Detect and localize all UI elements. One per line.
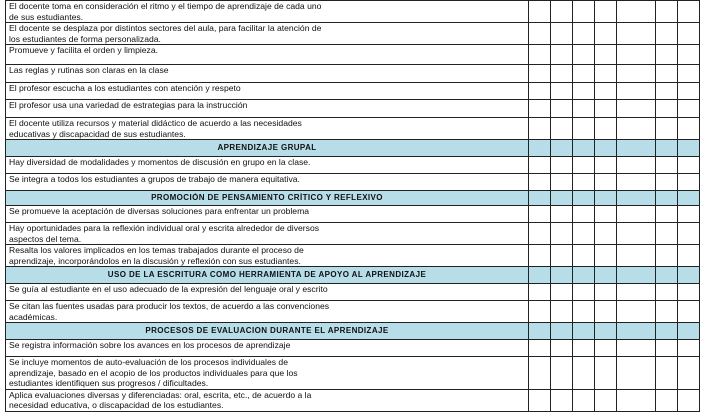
text-line: de sus estudiantes. (9, 11, 84, 22)
rating-cell[interactable] (529, 301, 551, 323)
rating-cell[interactable] (529, 284, 551, 301)
rating-cell[interactable] (678, 301, 700, 323)
text-line: Hay diversidad de modalidades y momentos de discusión en grupo en la clase. (9, 157, 311, 167)
criterion-text (6, 100, 529, 118)
rating-cell[interactable] (551, 223, 573, 245)
criterion-row (6, 340, 700, 357)
rating-cell[interactable] (617, 223, 656, 245)
criterion-row (6, 389, 700, 411)
rating-cell[interactable] (573, 340, 595, 357)
rating-cell[interactable] (529, 206, 551, 223)
rating-cell (573, 191, 595, 206)
rating-cell[interactable] (595, 100, 617, 118)
criterion-row (6, 301, 700, 323)
rating-cell (573, 140, 595, 157)
criterion-row (6, 284, 700, 301)
criterion-row (6, 157, 700, 174)
rating-cell (551, 140, 573, 157)
criterion-text (6, 118, 529, 140)
rating-cell (551, 267, 573, 284)
text-line: El docente toma en consideración el ritmo y el tiempo de aprendizaje de cada uno (9, 1, 322, 11)
rating-cell[interactable] (617, 1, 656, 23)
rating-cell[interactable] (595, 223, 617, 245)
rating-cell[interactable] (551, 83, 573, 100)
rating-cell[interactable] (529, 100, 551, 118)
rating-cell[interactable] (573, 245, 595, 267)
rating-cell[interactable] (573, 223, 595, 245)
text-line: Aplica evaluaciones diversas y diferenciadas: oral, escrita, etc., de acuerdo a la (9, 389, 312, 400)
rating-cell[interactable] (656, 23, 678, 45)
rating-cell[interactable] (617, 284, 656, 301)
rating-cell[interactable] (678, 100, 700, 118)
criterion-row (6, 223, 700, 245)
rating-cell[interactable] (551, 206, 573, 223)
text-line: El profesor escucha a los estudiantes con atención y respeto (9, 83, 241, 93)
rating-cell[interactable] (595, 301, 617, 323)
rating-cell[interactable] (551, 118, 573, 140)
rating-cell[interactable] (573, 118, 595, 140)
rating-cell[interactable] (656, 389, 678, 411)
rating-cell[interactable] (573, 1, 595, 23)
rating-cell[interactable] (595, 284, 617, 301)
criterion-text (6, 340, 529, 357)
rating-cell[interactable] (617, 206, 656, 223)
rating-cell[interactable] (678, 389, 700, 411)
rating-cell[interactable] (529, 45, 551, 65)
rating-cell[interactable] (551, 357, 573, 390)
rating-cell[interactable] (678, 174, 700, 191)
rating-cell[interactable] (617, 100, 656, 118)
criterion-row (6, 206, 700, 223)
rating-cell (595, 140, 617, 157)
criterion-row (6, 45, 700, 65)
rating-cell[interactable] (678, 23, 700, 45)
criterion-text (6, 389, 529, 411)
rating-cell[interactable] (573, 174, 595, 191)
rating-cell (595, 191, 617, 206)
rating-cell[interactable] (656, 45, 678, 65)
rating-cell (595, 267, 617, 284)
rating-cell[interactable] (551, 45, 573, 65)
rating-cell[interactable] (529, 23, 551, 45)
rating-cell[interactable] (656, 245, 678, 267)
rating-cell (617, 323, 656, 340)
rating-cell[interactable] (678, 223, 700, 245)
rating-cell[interactable] (656, 118, 678, 140)
rating-cell[interactable] (529, 157, 551, 174)
rating-cell[interactable] (595, 157, 617, 174)
rating-cell[interactable] (573, 45, 595, 65)
rating-cell[interactable] (551, 100, 573, 118)
text-line: educativas y discapacidad de sus estudiantes. (9, 128, 186, 139)
rating-cell[interactable] (573, 157, 595, 174)
rating-cell[interactable] (656, 1, 678, 23)
rating-cell[interactable] (595, 83, 617, 100)
rating-cell[interactable] (678, 357, 700, 390)
rating-cell[interactable] (551, 1, 573, 23)
rating-cell[interactable] (551, 389, 573, 411)
rating-cell[interactable] (551, 65, 573, 83)
text-line: El profesor usa una variedad de estrategias para la instrucción (9, 100, 248, 110)
rating-cell[interactable] (529, 245, 551, 267)
text-line: Se citan las fuentes usadas para producir los textos, de acuerdo a las convenciones (9, 301, 330, 311)
criterion-row (6, 174, 700, 191)
rating-cell[interactable] (617, 245, 656, 267)
rating-cell[interactable] (573, 206, 595, 223)
rating-cell[interactable] (595, 174, 617, 191)
rating-cell (529, 267, 551, 284)
observation-checklist-table (5, 0, 700, 412)
text-line: El docente utiliza recursos y material didáctico de acuerdo a las necesidades (9, 118, 302, 128)
rating-cell[interactable] (617, 357, 656, 390)
section-header-row (6, 191, 700, 206)
rating-cell[interactable] (529, 83, 551, 100)
rating-cell[interactable] (595, 45, 617, 65)
criterion-text (6, 83, 529, 100)
rating-cell[interactable] (617, 157, 656, 174)
text-line: PROMOCIÓN DE PENSAMIENTO CRÍTICO Y REFLEXIVO (151, 192, 383, 202)
text-line: aprendizaje, incorporándolos en la discusión y reflexión con sus estudiantes. (9, 255, 301, 266)
checklist-body (6, 1, 700, 412)
rating-cell[interactable] (551, 174, 573, 191)
rating-cell[interactable] (656, 284, 678, 301)
rating-cell[interactable] (678, 118, 700, 140)
rating-cell (656, 267, 678, 284)
rating-cell[interactable] (678, 206, 700, 223)
rating-cell[interactable] (529, 223, 551, 245)
text-line: Promueve y facilita el orden y limpieza. (9, 45, 159, 55)
rating-cell (529, 323, 551, 340)
rating-cell[interactable] (656, 100, 678, 118)
rating-cell[interactable] (617, 389, 656, 411)
text-line: necesidad educativa, o discapacidad de los estudiantes. (9, 400, 224, 410)
criterion-text (6, 284, 529, 301)
criterion-row (6, 83, 700, 100)
rating-cell[interactable] (656, 301, 678, 323)
rating-cell[interactable] (656, 223, 678, 245)
rating-cell[interactable] (551, 23, 573, 45)
rating-cell (573, 267, 595, 284)
rating-cell[interactable] (656, 65, 678, 83)
rating-cell[interactable] (617, 45, 656, 65)
rating-cell[interactable] (573, 357, 595, 390)
rating-cell[interactable] (678, 83, 700, 100)
rating-cell[interactable] (573, 83, 595, 100)
rating-cell[interactable] (678, 284, 700, 301)
rating-cell[interactable] (529, 357, 551, 390)
rating-cell[interactable] (595, 118, 617, 140)
rating-cell (529, 191, 551, 206)
rating-cell[interactable] (617, 65, 656, 83)
criterion-text (6, 206, 529, 223)
rating-cell (617, 140, 656, 157)
rating-cell[interactable] (656, 157, 678, 174)
criterion-text (6, 357, 529, 390)
text-line: los estudiantes de forma personalizada. (9, 33, 161, 44)
section-header-row (6, 140, 700, 157)
criterion-row (6, 357, 700, 390)
rating-cell[interactable] (595, 65, 617, 83)
criterion-row (6, 245, 700, 267)
rating-cell (678, 267, 700, 284)
section-title (6, 140, 529, 157)
text-line: APRENDIZAJE GRUPAL (217, 142, 317, 152)
rating-cell[interactable] (656, 340, 678, 357)
rating-cell[interactable] (529, 340, 551, 357)
criterion-text (6, 174, 529, 191)
text-line: El docente se desplaza por distintos sectores del aula, para facilitar la atención de (9, 23, 322, 33)
rating-cell (656, 323, 678, 340)
rating-cell[interactable] (529, 1, 551, 23)
rating-cell[interactable] (617, 340, 656, 357)
rating-cell[interactable] (678, 65, 700, 83)
rating-cell (617, 267, 656, 284)
criterion-text (6, 45, 529, 65)
text-line: Se promueve la aceptación de diversas soluciones para enfrentar un problema (9, 206, 310, 216)
criterion-text (6, 245, 529, 267)
rating-cell[interactable] (678, 157, 700, 174)
rating-cell[interactable] (678, 340, 700, 357)
text-line: estudiantes identifiquen sus progresos / dificultades. (9, 378, 209, 388)
rating-cell[interactable] (678, 245, 700, 267)
text-line: Las reglas y rutinas son claras en la clase (9, 65, 169, 75)
rating-cell (529, 140, 551, 157)
criterion-text (6, 1, 529, 23)
section-title (6, 267, 529, 284)
criterion-row (6, 65, 700, 83)
criterion-row (6, 100, 700, 118)
criterion-row (6, 23, 700, 45)
text-line: PROCESOS DE EVALUACION DURANTE EL APRENDIZAJE (145, 325, 389, 335)
rating-cell[interactable] (573, 301, 595, 323)
rating-cell[interactable] (595, 389, 617, 411)
rating-cell[interactable] (573, 23, 595, 45)
text-line: aprendizaje, basado en el acopio de los productos individuales para que los (9, 367, 298, 378)
rating-cell[interactable] (617, 174, 656, 191)
text-line: Se integra a todos los estudiantes a grupos de trabajo de manera equitativa. (9, 174, 300, 184)
rating-cell[interactable] (529, 118, 551, 140)
rating-cell[interactable] (617, 118, 656, 140)
criterion-text (6, 65, 529, 83)
rating-cell[interactable] (551, 245, 573, 267)
rating-cell[interactable] (551, 340, 573, 357)
rating-cell[interactable] (529, 65, 551, 83)
rating-cell[interactable] (656, 174, 678, 191)
text-line: aspectos del tema. (9, 233, 82, 244)
rating-cell (678, 140, 700, 157)
rating-cell[interactable] (656, 83, 678, 100)
rating-cell[interactable] (551, 157, 573, 174)
rating-cell (595, 323, 617, 340)
criterion-text (6, 157, 529, 174)
criterion-text (6, 223, 529, 245)
rating-cell[interactable] (617, 83, 656, 100)
rating-cell (573, 323, 595, 340)
rating-cell (678, 323, 700, 340)
rating-cell[interactable] (551, 284, 573, 301)
rating-cell (656, 191, 678, 206)
section-header-row (6, 323, 700, 340)
rating-cell (617, 191, 656, 206)
criterion-row (6, 118, 700, 140)
criterion-text (6, 301, 529, 323)
text-line: Se guía al estudiante en el uso adecuado de la expresión del lenguaje oral y escrito (9, 284, 328, 294)
text-line: Hay oportunidades para la reflexión individual oral y escrita alrededor de diversos (9, 223, 320, 233)
rating-cell (551, 191, 573, 206)
text-line: Se incluye momentos de auto-evaluación de los procesos individuales de (9, 357, 288, 367)
rating-cell[interactable] (573, 389, 595, 411)
section-title (6, 191, 529, 206)
criterion-text (6, 23, 529, 45)
rating-cell[interactable] (595, 340, 617, 357)
rating-cell (656, 140, 678, 157)
section-title (6, 323, 529, 340)
rating-cell (551, 323, 573, 340)
criterion-row (6, 1, 700, 23)
section-header-row (6, 267, 700, 284)
rating-cell[interactable] (595, 23, 617, 45)
rating-cell (678, 191, 700, 206)
rating-cell[interactable] (595, 357, 617, 390)
rating-cell[interactable] (678, 1, 700, 23)
rating-cell[interactable] (617, 301, 656, 323)
rating-cell[interactable] (678, 45, 700, 65)
rating-cell[interactable] (529, 389, 551, 411)
text-line: Se registra información sobre los avances en los procesos de aprendizaje (9, 340, 291, 350)
rating-cell[interactable] (595, 1, 617, 23)
rating-cell[interactable] (573, 100, 595, 118)
text-line: Resalta los valores implicados en los temas trabajados durante el proceso de (9, 245, 304, 255)
rating-cell[interactable] (595, 206, 617, 223)
rating-cell[interactable] (656, 206, 678, 223)
rating-cell[interactable] (529, 174, 551, 191)
rating-cell[interactable] (595, 245, 617, 267)
rating-cell[interactable] (656, 357, 678, 390)
text-line: USO DE LA ESCRITURA COMO HERRAMIENTA DE APOYO AL APRENDIZAJE (107, 269, 427, 279)
rating-cell[interactable] (573, 284, 595, 301)
rating-cell[interactable] (573, 65, 595, 83)
text-line: académicas. (9, 311, 58, 322)
rating-cell[interactable] (551, 301, 573, 323)
rating-cell[interactable] (617, 23, 656, 45)
